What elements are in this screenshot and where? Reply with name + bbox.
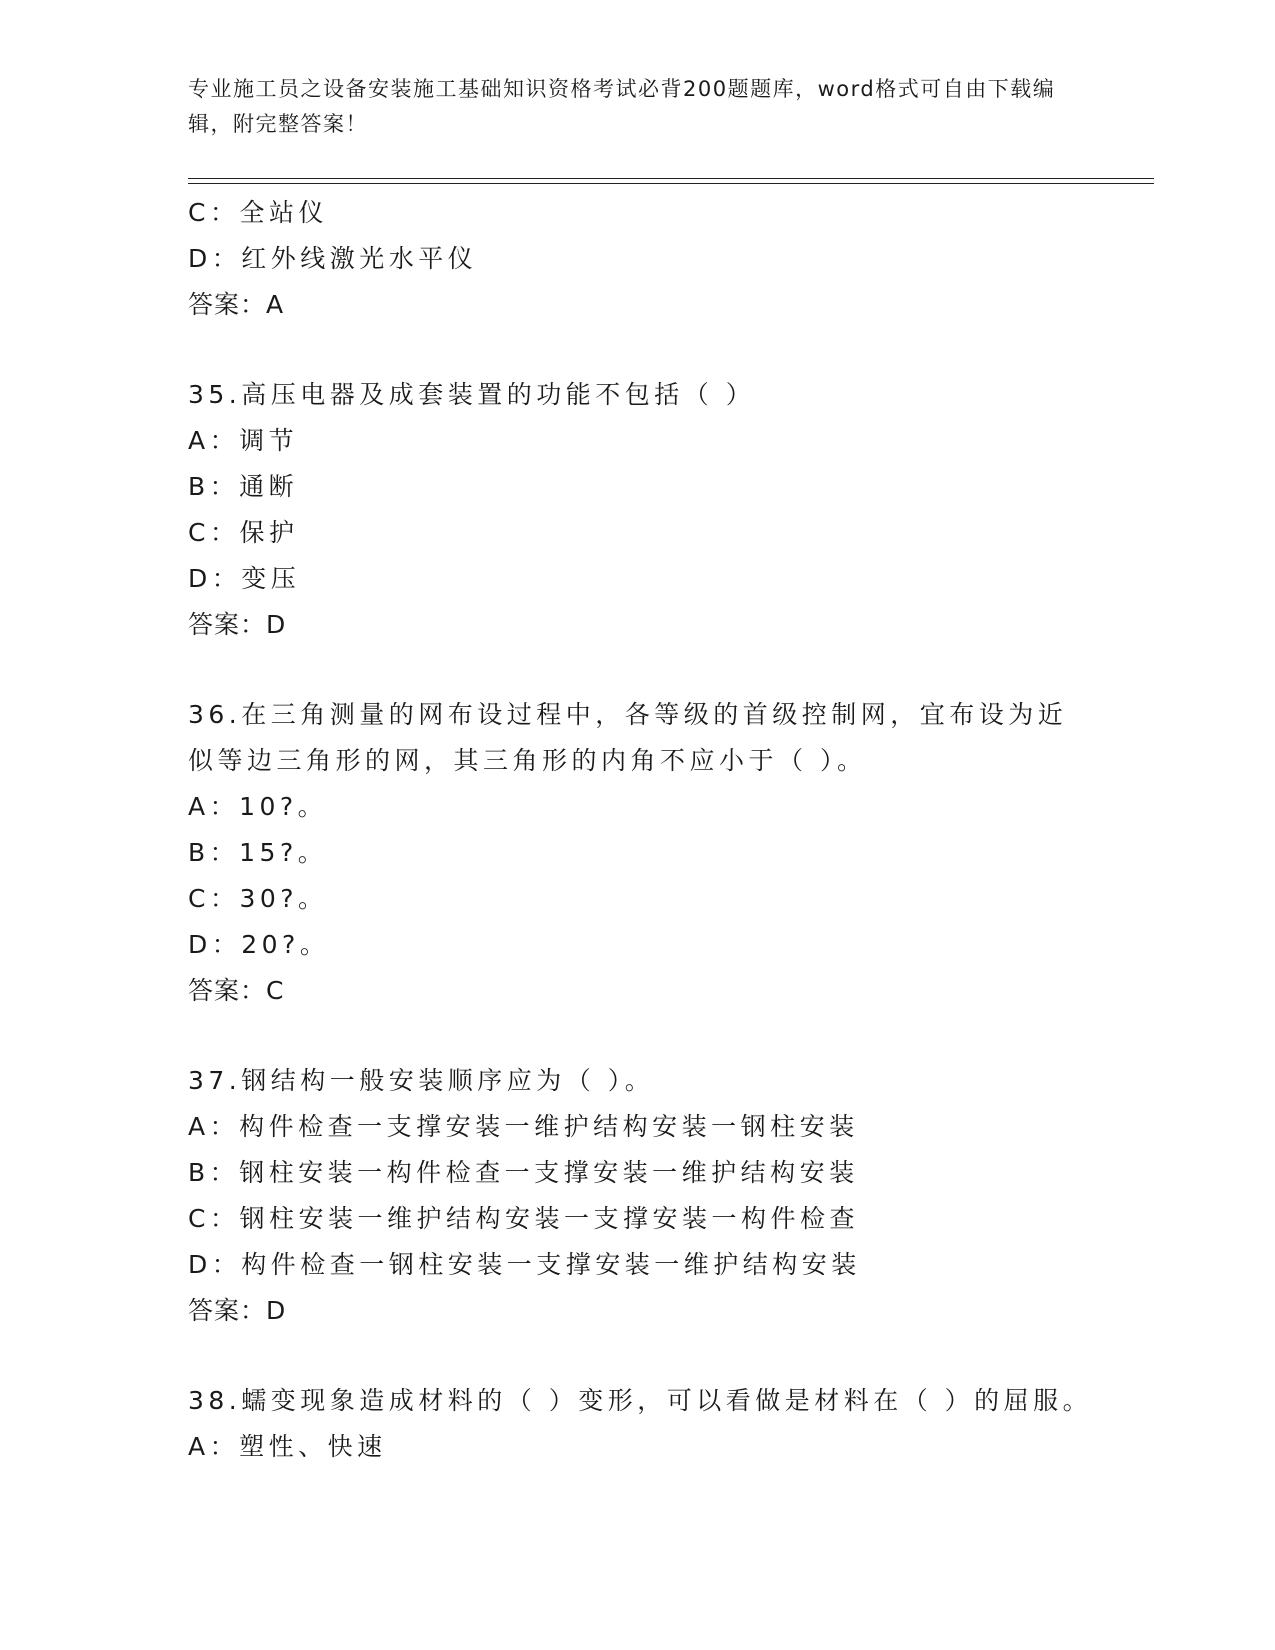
option-b: B：通断 bbox=[188, 472, 299, 501]
option-c: C：全站仪 bbox=[188, 198, 328, 227]
option-a: A：塑性、快速 bbox=[188, 1432, 387, 1461]
answer-line: 答案：C bbox=[188, 976, 285, 1005]
header-divider-top bbox=[188, 178, 1154, 179]
spacer bbox=[188, 648, 1148, 692]
option-d: D：红外线激光水平仪 bbox=[188, 244, 478, 273]
option-b: B：15?。 bbox=[188, 838, 328, 867]
header-divider-bottom bbox=[188, 183, 1154, 184]
answer-line: 答案：D bbox=[188, 1296, 287, 1325]
option-d: D：20?。 bbox=[188, 930, 330, 959]
option-a: A：构件检查一支撑安装一维护结构安装一钢柱安装 bbox=[188, 1112, 859, 1141]
option-b: B：钢柱安装一构件检查一支撑安装一维护结构安装 bbox=[188, 1158, 859, 1187]
option-a: A：调节 bbox=[188, 426, 299, 455]
spacer bbox=[188, 1014, 1148, 1058]
option-c: C：保护 bbox=[188, 518, 299, 547]
answer-line: 答案：D bbox=[188, 610, 287, 639]
spacer bbox=[188, 328, 1148, 372]
option-d: D：变压 bbox=[188, 564, 301, 593]
option-c: C：30?。 bbox=[188, 884, 328, 913]
document-header: 专业施工员之设备安装施工基础知识资格考试必背200题题库，word格式可自由下载编辑，附完整答案！ bbox=[188, 77, 1056, 136]
option-d: D：构件检查一钢柱安装一支撑安装一维护结构安装 bbox=[188, 1250, 861, 1279]
question-stem: 36.在三角测量的网布设过程中，各等级的首级控制网，宜布设为近似等边三角形的网，其三角形的内角不应小于（ ）。 bbox=[188, 700, 1068, 775]
question-stem: 35.高压电器及成套装置的功能不包括（ ） bbox=[188, 380, 756, 409]
question-stem: 38.蠕变现象造成材料的（ ）变形，可以看做是材料在（ ）的屈服。 bbox=[188, 1386, 1093, 1415]
answer-line: 答案：A bbox=[188, 290, 285, 319]
question-stem: 37.钢结构一般安装顺序应为（ ）。 bbox=[188, 1066, 655, 1095]
question-list bbox=[188, 190, 1148, 1470]
option-a: A：10?。 bbox=[188, 792, 328, 821]
spacer bbox=[188, 1334, 1148, 1378]
option-c: C：钢柱安装一维护结构安装一支撑安装一构件检查 bbox=[188, 1204, 859, 1233]
